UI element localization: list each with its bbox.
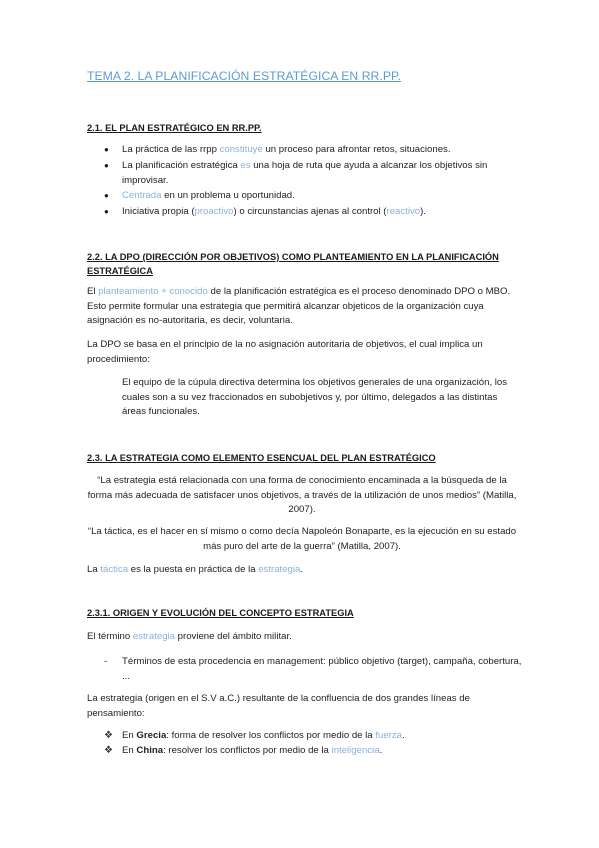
highlight: inteligencia — [331, 745, 380, 756]
text: ) o circunstancias ajenas al control ( — [233, 206, 387, 217]
bullet-item-2 — [122, 159, 522, 188]
highlight: es — [240, 160, 251, 171]
text: El — [87, 286, 99, 297]
text: . — [300, 564, 304, 575]
highlight: táctica — [100, 564, 129, 575]
bold-term: Grecia — [136, 730, 167, 741]
bullet-icon: ● — [104, 207, 109, 216]
diamond-item-china — [122, 744, 522, 759]
paragraph-dpo-intro — [87, 285, 517, 329]
text: Iniciativa propia ( — [122, 206, 195, 217]
text: ). — [420, 206, 426, 217]
dash-item: Términos de esta procedencia en management: público objetivo (target), campaña, cobertura, ... — [122, 656, 522, 682]
paragraph-tactics — [87, 563, 517, 578]
text: . — [401, 730, 405, 741]
highlight: estrategia — [258, 564, 301, 575]
quote-strategy: “La estrategia está relacionada con una forma de conocimiento encaminada a la búsqueda de la forma más adecuada de satisfacer unos objetivos, a través de la utilización de unos medios” (Matilla, 2007). — [87, 475, 517, 516]
highlight: planteamiento + conocido — [98, 286, 208, 297]
text: En — [122, 730, 137, 741]
section-heading-2-3-1: 2.3.1. ORIGEN Y EVOLUCIÓN DEL CONCEPTO ESTRATEGIA — [87, 608, 354, 618]
text: proviene del ámbito militar. — [175, 631, 292, 642]
text: El término — [87, 631, 133, 642]
section-heading-2-2: 2.2. LA DPO (DIRECCIÓN POR OBJETIVOS) COMO PLANTEAMIENTO EN LA PLANIFICACIÓN ESTRATÉGICA — [87, 252, 499, 277]
text: : forma de resolver los conflictos por medio de la — [166, 730, 376, 741]
highlight: estrategia — [132, 631, 175, 642]
page-title: TEMA 2. LA PLANIFICACIÓN ESTRATÉGICA EN RR.PP. — [87, 69, 402, 83]
text: de la planificación estratégica es el proceso denominado DPO o MBO. Esto permite formular una estrategia que permitirá alcanzar objeticos de la organización cuya asignación es no-autoritaria, es decir, voluntaria. — [87, 286, 511, 327]
highlight: constituye — [219, 144, 263, 155]
bullet-item-4 — [122, 205, 522, 220]
section-heading-2-1: 2.1. EL PLAN ESTRATÉGICO EN RR.PP. — [87, 123, 262, 133]
text: En — [122, 745, 137, 756]
text: en un problema u oportunidad. — [161, 190, 295, 201]
paragraph-confluence: La estrategia (origen en el S.V a.C.) resultante de la confluencia de dos grandes líneas de pensamiento: — [87, 693, 470, 719]
diamond-bullet-icon: ❖ — [104, 745, 113, 756]
text: La planificación estratégica — [122, 160, 241, 171]
bold-term: China — [136, 745, 164, 756]
bullet-item-3 — [122, 189, 522, 204]
text: . — [379, 745, 383, 756]
bullet-item-1 — [122, 143, 522, 158]
paragraph-term-origin — [87, 630, 517, 645]
highlight: reactivo — [386, 206, 421, 217]
section-heading-2-3: 2.3. LA ESTRATEGIA COMO ELEMENTO ESENCUAL DEL PLAN ESTRATÉGICO — [87, 453, 436, 463]
highlight: Centrada — [122, 190, 162, 201]
text: es la puesta en práctica de la — [128, 564, 259, 575]
dash-marker: - — [104, 656, 108, 667]
text: una hoja de ruta que ayuda a alcanzar los objetivos sin improvisar. — [122, 160, 488, 186]
diamond-item-greece — [122, 729, 522, 744]
bullet-icon: ● — [104, 145, 109, 154]
text: La práctica de las rrpp — [122, 144, 220, 155]
diamond-bullet-icon: ❖ — [104, 730, 113, 741]
highlight: fuerza — [375, 730, 402, 741]
highlight: proactivo — [194, 206, 234, 217]
paragraph-dpo-principle: La DPO se basa en el principio de la no asignación autoritaria de objetivos, el cual implica un procedimiento: — [87, 339, 483, 365]
bullet-icon: ● — [104, 191, 109, 200]
text: La — [87, 564, 101, 575]
text: : resolver los conflictos por medio de la — [163, 745, 332, 756]
text: un proceso para afrontar retos, situaciones. — [262, 144, 451, 155]
quote-tactics: “La táctica, es el hacer en sí mismo o como decía Napoleón Bonaparte, es la ejecución en su estado más puro del arte de la guerra” (Matilla, 2007). — [87, 526, 517, 552]
indented-paragraph: El equipo de la cúpula directiva determina los objetivos generales de una organización, los cuales son a su vez fraccionados en subobjetivos y, por último, delegados a las distintas áreas funcionales. — [122, 377, 508, 418]
bullet-icon: ● — [104, 161, 109, 170]
